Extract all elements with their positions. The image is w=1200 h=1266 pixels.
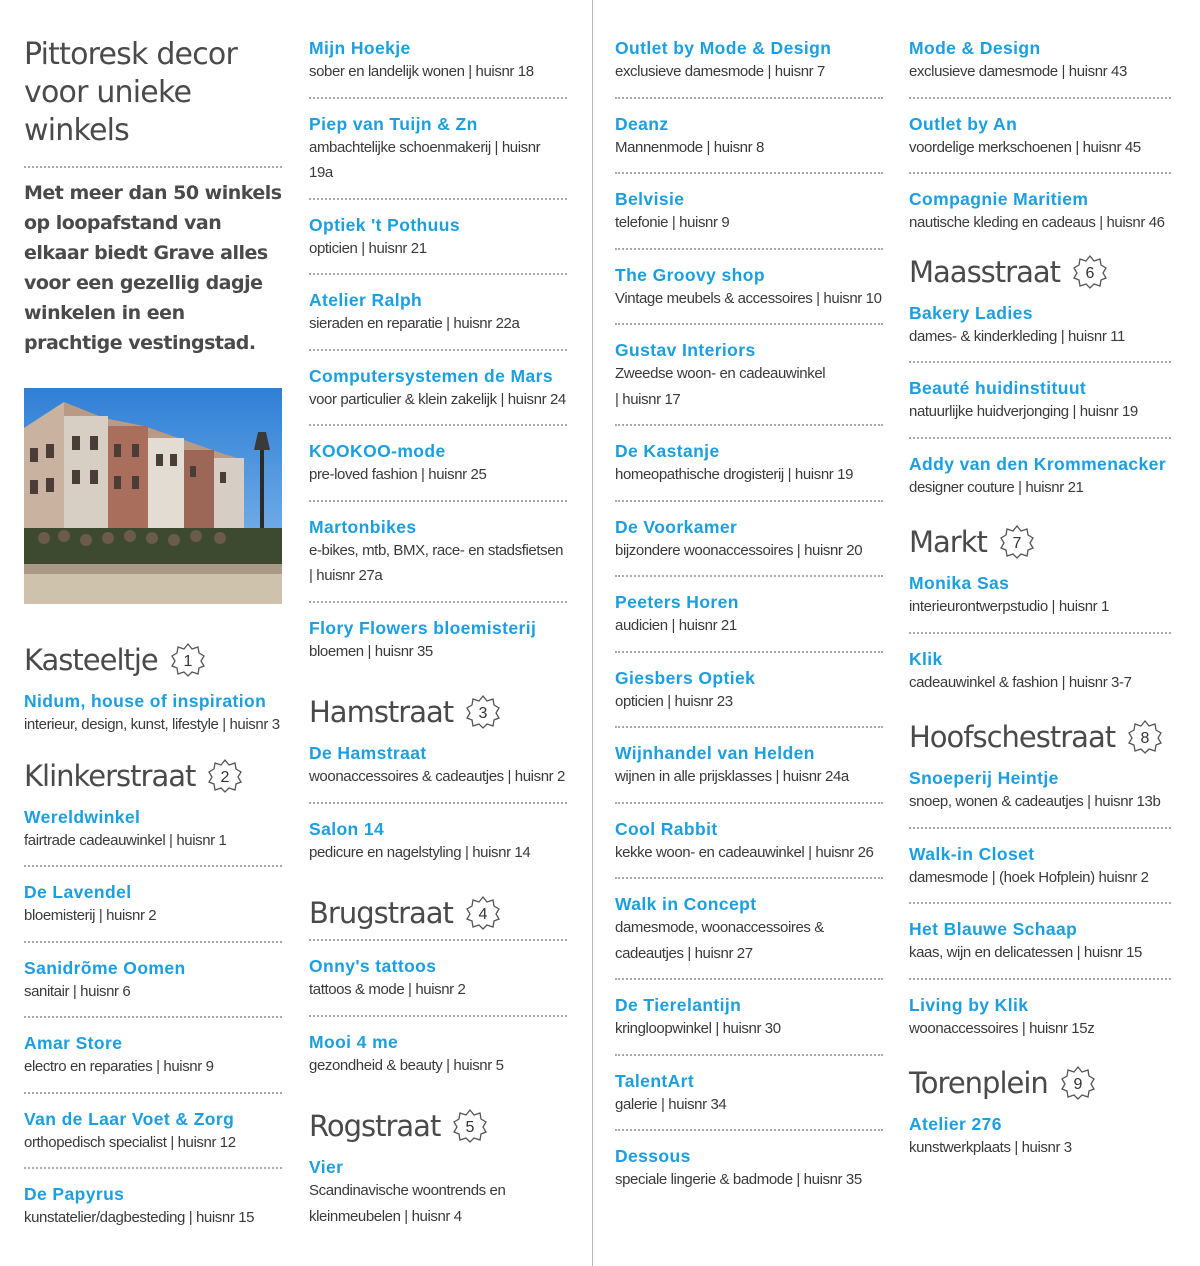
shop-entry	[909, 377, 1171, 425]
shop-entry	[309, 365, 567, 413]
shop-name: Optiek 't Pothuus	[309, 214, 460, 235]
street-name: Hoofschestraat	[909, 720, 1116, 754]
page-fold-divider	[592, 0, 593, 1266]
shop-entry	[615, 440, 883, 488]
svg-text:6: 6	[1085, 264, 1095, 282]
shop-name: Flory Flowers bloemisterij	[309, 617, 537, 638]
shop-entry	[615, 37, 883, 85]
shop-name: Beauté huidinstituut	[909, 378, 1087, 398]
separator	[309, 424, 567, 426]
shop-name: The Groovy shop	[615, 264, 765, 285]
separator	[615, 726, 883, 728]
town-square-photo	[24, 388, 282, 604]
shop-entry	[615, 339, 883, 412]
shop-description: fairtrade cadeauwinkel | huisnr 1	[24, 831, 227, 849]
shop-entry	[309, 742, 567, 790]
shop-name: TalentArt	[615, 1070, 695, 1091]
map-number-badge	[207, 758, 243, 794]
shop-name: De Hamstraat	[309, 743, 427, 763]
shop-description: Scandinavische woontrends en kleinmeubelen | huisnr 4	[309, 1182, 506, 1225]
shop-entry	[309, 214, 567, 262]
separator	[309, 273, 567, 275]
shop-entry	[24, 806, 282, 854]
street-name: Rogstraat	[309, 1109, 441, 1143]
shop-description: voordelige merkschoenen | huisnr 45	[909, 138, 1141, 156]
shop-name: Wijnhandel van Helden	[615, 743, 815, 763]
shop-entry	[615, 1070, 883, 1118]
map-number-badge	[1127, 719, 1163, 755]
shop-entry	[24, 1108, 282, 1156]
separator	[909, 172, 1171, 174]
separator	[309, 802, 567, 804]
svg-text:7: 7	[1012, 535, 1022, 552]
shop-description: sieraden en reparatie | huisnr 22a	[309, 315, 520, 332]
shop-entry	[615, 1145, 883, 1193]
shop-entry	[309, 440, 567, 488]
column-4	[909, 0, 1171, 1161]
shop-entry	[615, 591, 883, 639]
shop-entry	[309, 113, 567, 186]
shop-entry	[615, 264, 883, 312]
shop-name: Klik	[909, 648, 943, 669]
shop-name: Vier	[309, 1157, 344, 1177]
shop-description: damesmode, woonaccessoires & cadeautjes | huisnr 27	[615, 919, 824, 962]
shop-entry	[909, 113, 1171, 161]
shop-entry	[909, 572, 1171, 620]
map-number-badge	[465, 895, 501, 931]
shop-entry	[615, 818, 883, 866]
shop-entry	[909, 302, 1171, 350]
separator	[615, 500, 883, 502]
shop-entry	[24, 1183, 282, 1231]
street-name: Kasteeltje	[24, 643, 158, 677]
svg-text:8: 8	[1140, 730, 1150, 747]
shop-name: Het Blauwe Schaap	[909, 919, 1078, 939]
street-name: Maasstraat	[909, 254, 1060, 289]
shop-entry	[909, 767, 1171, 815]
shop-name: Mode & Design	[909, 38, 1041, 58]
shop-name: Atelier Ralph	[309, 290, 423, 310]
shop-entry	[909, 994, 1171, 1042]
intro-title: Pittoresk decor voor unieke winkels	[24, 37, 238, 148]
street-heading-maasstraat	[909, 246, 1171, 298]
shop-description: designer couture | huisnr 21	[909, 478, 1084, 496]
shop-description: telefonie | huisnr 9	[615, 214, 730, 231]
shop-name: Salon 14	[309, 818, 385, 839]
shop-description: sanitair | huisnr 6	[24, 982, 131, 1000]
separator	[615, 575, 883, 577]
shop-entry	[24, 881, 282, 929]
shop-name: Sanidrõme Oomen	[24, 957, 186, 978]
shop-description: opticien | huisnr 23	[615, 692, 733, 710]
shop-entry	[24, 690, 282, 738]
street-name: Klinkerstraat	[24, 758, 196, 793]
street-heading-hamstraat	[309, 686, 567, 738]
shop-description: gezondheid & beauty | huisnr 5	[309, 1056, 504, 1074]
svg-text:5: 5	[465, 1119, 475, 1136]
street-name: Hamstraat	[309, 695, 454, 729]
separator	[24, 1167, 282, 1169]
street-heading-rogstraat	[309, 1100, 567, 1152]
shop-description: damesmode | (hoek Hofplein) huisnr 2	[909, 868, 1149, 886]
shop-description: speciale lingerie & badmode | huisnr 35	[615, 1171, 862, 1188]
shop-description: natuurlijke huidverjonging | huisnr 19	[909, 403, 1138, 420]
shop-name: De Tierelantijn	[615, 995, 742, 1015]
street-heading-kasteeltje	[24, 634, 282, 686]
shop-name: Belvisie	[615, 189, 685, 209]
shop-description: orthopedisch specialist | huisnr 12	[24, 1133, 236, 1151]
separator	[24, 1016, 282, 1018]
shop-description: sober en landelijk wonen | huisnr 18	[309, 63, 534, 80]
shop-name: Peeters Horen	[615, 592, 739, 612]
shop-description: homeopathische drogisterij | huisnr 19	[615, 466, 854, 483]
shop-description: kaas, wijn en delicatessen | huisnr 15	[909, 944, 1143, 961]
shop-name: Snoeperij Heintje	[909, 768, 1059, 788]
shop-entry	[615, 516, 883, 564]
map-number-badge	[452, 1108, 488, 1144]
shop-name: De Kastanje	[615, 441, 720, 461]
shop-description: e-bikes, mtb, BMX, race- en stadsfietsen | huisnr 27a	[309, 541, 564, 584]
separator	[615, 172, 883, 174]
shop-name: Amar Store	[24, 1033, 123, 1053]
separator	[309, 349, 567, 351]
separator	[24, 1092, 282, 1094]
separator	[909, 827, 1171, 829]
separator	[309, 500, 567, 502]
shop-name: Onny's tattoos	[309, 956, 437, 976]
shop-entry	[309, 818, 567, 866]
shop-description: opticien | huisnr 21	[309, 239, 427, 257]
shop-description: exclusieve damesmode | huisnr 7	[615, 63, 825, 80]
street-heading-brugstraat	[309, 887, 567, 939]
shop-description: voor particulier & klein zakelijk | huisnr 24	[309, 390, 566, 408]
shop-name: Living by Klik	[909, 994, 1029, 1015]
shop-name: Mooi 4 me	[309, 1031, 399, 1052]
separator	[615, 802, 883, 804]
separator	[909, 632, 1171, 634]
shop-description: ambachtelijke schoenmakerij | huisnr 19a	[309, 138, 541, 181]
map-number-badge	[1072, 254, 1108, 290]
shop-entry	[615, 667, 883, 715]
shop-name: Deanz	[615, 113, 669, 134]
shop-description: tattoos & mode | huisnr 2	[309, 981, 466, 998]
shop-description: bloemisterij | huisnr 2	[24, 907, 157, 924]
shop-entry	[909, 1113, 1171, 1161]
shop-entry	[615, 994, 883, 1042]
shop-description: interieur, design, kunst, lifestyle | huisnr 3	[24, 716, 280, 733]
shop-name: Wereldwinkel	[24, 806, 141, 827]
separator	[309, 97, 567, 99]
column-1	[24, 0, 282, 1231]
shop-name: Van de Laar Voet & Zorg	[24, 1108, 235, 1129]
shop-description: electro en reparaties | huisnr 9	[24, 1058, 214, 1075]
map-number-badge	[170, 642, 206, 678]
separator	[909, 437, 1171, 439]
map-number-badge	[999, 524, 1035, 560]
shop-name: Walk-in Closet	[909, 843, 1035, 864]
shop-entry	[309, 955, 567, 1003]
separator	[909, 361, 1171, 363]
separator	[909, 97, 1171, 99]
shop-entry	[309, 516, 567, 589]
intro-separator	[24, 166, 282, 168]
separator	[24, 941, 282, 943]
shop-name: Cool Rabbit	[615, 818, 718, 839]
shop-description: woonaccessoires | huisnr 15z	[909, 1019, 1095, 1037]
shop-description: dames- & kinderkleding | huisnr 11	[909, 327, 1125, 345]
intro-text: Met meer dan 50 winkels op loopafstand van elkaar biedt Grave alles voor een gezellig dagje winkelen in een prachtige vestingstad.	[24, 182, 282, 354]
shop-entry	[909, 918, 1171, 966]
separator	[615, 424, 883, 426]
svg-text:4: 4	[478, 906, 488, 923]
shop-name: Addy van den Krommenacker	[909, 453, 1167, 474]
shop-name: Atelier 276	[909, 1114, 1002, 1134]
shop-name: KOOKOO-mode	[309, 441, 446, 461]
separator	[909, 902, 1171, 904]
shop-description: nautische kleding en cadeaus | huisnr 46	[909, 214, 1165, 231]
street-heading-torenplein	[909, 1057, 1171, 1109]
shop-name: Gustav Interiors	[615, 340, 756, 360]
map-number-badge	[1060, 1065, 1096, 1101]
svg-text:1: 1	[183, 653, 193, 670]
separator	[615, 1054, 883, 1056]
svg-text:9: 9	[1073, 1076, 1083, 1093]
shop-entry	[309, 1156, 567, 1229]
shop-description: pre-loved fashion | huisnr 25	[309, 466, 487, 483]
shop-description: woonaccessoires & cadeautjes | huisnr 2	[309, 768, 565, 785]
shop-name: Compagnie Maritiem	[909, 189, 1089, 209]
shop-description: cadeauwinkel & fashion | huisnr 3-7	[909, 673, 1132, 691]
separator	[615, 1129, 883, 1131]
shop-entry	[309, 1031, 567, 1079]
shop-entry	[24, 957, 282, 1005]
shop-name: Mijn Hoekje	[309, 38, 411, 58]
shop-name: Giesbers Optiek	[615, 667, 756, 688]
street-heading-hoofschestraat	[909, 711, 1171, 763]
shop-name: Outlet by An	[909, 113, 1018, 134]
shop-description: galerie | huisnr 34	[615, 1095, 727, 1113]
separator	[615, 877, 883, 879]
shop-description: snoep, wonen & cadeautjes | huisnr 13b	[909, 793, 1161, 810]
shop-description: kekke woon- en cadeauwinkel | huisnr 26	[615, 843, 874, 861]
shop-name: De Papyrus	[24, 1184, 125, 1204]
shop-name: Nidum, house of inspiration	[24, 691, 267, 711]
shop-entry	[909, 188, 1171, 236]
shop-description: kunstwerkplaats | huisnr 3	[909, 1139, 1072, 1156]
column-3	[615, 0, 883, 1193]
shop-description: audicien | huisnr 21	[615, 617, 737, 634]
map-number-badge	[465, 694, 501, 730]
separator	[309, 601, 567, 603]
shop-entry	[909, 37, 1171, 85]
svg-text:3: 3	[478, 705, 488, 722]
street-name: Brugstraat	[309, 896, 453, 930]
separator	[24, 865, 282, 867]
separator	[615, 97, 883, 99]
shop-entry	[615, 188, 883, 236]
street-heading-markt	[909, 516, 1171, 568]
separator	[309, 939, 567, 941]
shop-entry	[309, 617, 567, 665]
separator	[615, 651, 883, 653]
shop-description: bloemen | huisnr 35	[309, 642, 433, 660]
shop-name: Martonbikes	[309, 516, 417, 537]
separator	[309, 198, 567, 200]
separator	[309, 1015, 567, 1017]
shop-description: kunstatelier/dagbesteding | huisnr 15	[24, 1209, 255, 1226]
shop-name: Monika Sas	[909, 573, 1010, 593]
street-name: Markt	[909, 525, 987, 559]
shop-name: Outlet by Mode & Design	[615, 38, 832, 58]
shop-entry	[909, 843, 1171, 891]
shop-name: Piep van Tuijn & Zn	[309, 113, 478, 134]
separator	[615, 323, 883, 325]
shop-description: kringloopwinkel | huisnr 30	[615, 1020, 781, 1037]
street-heading-klinkerstraat	[24, 750, 282, 802]
shop-entry	[615, 113, 883, 161]
shop-description: interieurontwerpstudio | huisnr 1	[909, 598, 1109, 615]
street-name: Torenplein	[909, 1066, 1048, 1100]
shop-name: De Voorkamer	[615, 516, 738, 537]
shop-name: Computersystemen de Mars	[309, 365, 553, 386]
shop-description: wijnen in alle prijsklasses | huisnr 24a	[615, 768, 849, 785]
shop-entry	[309, 37, 567, 85]
shop-description: bijzondere woonaccessoires | huisnr 20	[615, 541, 863, 559]
shop-entry	[909, 648, 1171, 696]
shop-entry	[909, 453, 1171, 501]
shop-description: Mannenmode | huisnr 8	[615, 138, 764, 156]
shop-description: Vintage meubels & accessoires | huisnr 10	[615, 289, 882, 307]
shop-description: Zweedse woon- en cadeauwinkel | huisnr 17	[615, 365, 826, 408]
shop-entry	[24, 1032, 282, 1080]
separator	[615, 248, 883, 250]
column-2	[309, 0, 567, 1229]
shop-entry	[615, 893, 883, 966]
shop-description: pedicure en nagelstyling | huisnr 14	[309, 843, 531, 861]
shop-name: Walk in Concept	[615, 894, 757, 914]
separator	[909, 978, 1171, 980]
shop-name: Dessous	[615, 1146, 691, 1166]
shop-entry	[309, 289, 567, 337]
shop-description: exclusieve damesmode | huisnr 43	[909, 63, 1127, 80]
separator	[615, 978, 883, 980]
shop-name: De Lavendel	[24, 882, 132, 902]
shop-name: Bakery Ladies	[909, 302, 1033, 323]
shop-entry	[615, 742, 883, 790]
svg-text:2: 2	[220, 768, 230, 786]
